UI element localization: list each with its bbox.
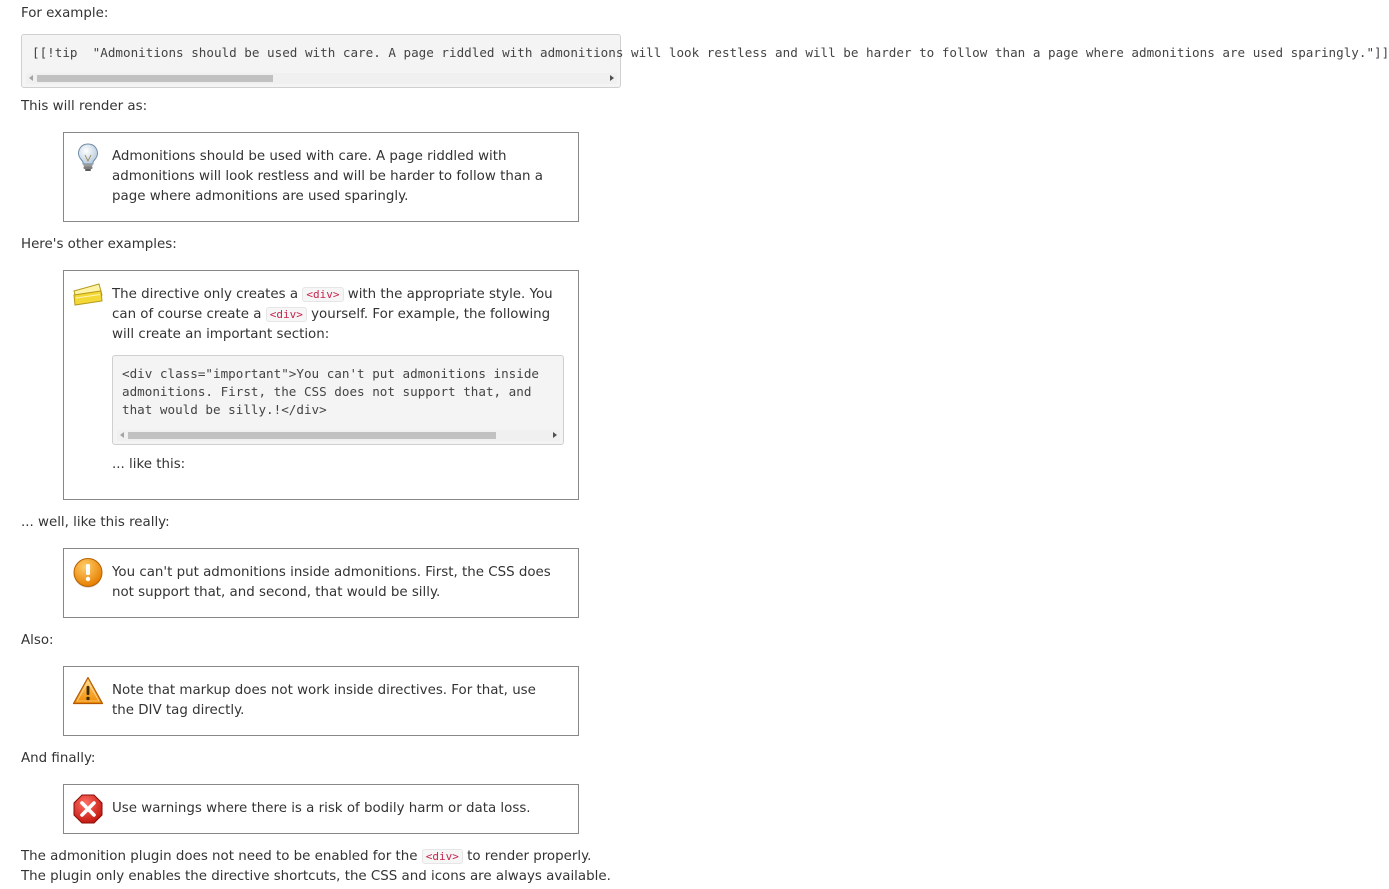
note-text: [112, 285, 568, 345]
scrollbar-thumb[interactable]: [37, 75, 273, 82]
inline-code: <div>: [302, 287, 343, 302]
warning-triangle-icon: [72, 675, 104, 707]
lightbulb-icon: [72, 141, 104, 173]
important-admonition: [63, 548, 579, 618]
closing-paragraph: [21, 847, 611, 887]
scroll-right-icon[interactable]: [553, 432, 557, 438]
scroll-right-icon[interactable]: [610, 75, 614, 81]
note-text-part: with the appropriate style. You can of course create a: [112, 287, 553, 322]
inline-code: <div>: [422, 849, 463, 864]
warning-admonition: [63, 784, 579, 834]
scrollbar-thumb[interactable]: [128, 432, 496, 439]
inline-code: <div>: [266, 307, 307, 322]
caution-text: Note that markup does not work inside directives. For that, use the DIV tag directly.: [112, 683, 536, 718]
also-label: Also:: [21, 633, 54, 648]
error-x-icon: [72, 793, 104, 825]
note-code-box[interactable]: [112, 355, 564, 445]
well-label: ... well, like this really:: [21, 515, 170, 530]
code-example: [[!tip "Admonitions should be used with care. A page riddled with admonitions will look restless and will be harder to follow than a page where admonitions are used sparingly."]]: [32, 45, 1389, 60]
scroll-left-icon[interactable]: [120, 432, 124, 438]
like-this-text: ... like this:: [112, 457, 186, 472]
horizontal-scrollbar[interactable]: [26, 73, 617, 84]
exclamation-circle-icon: [72, 557, 104, 589]
intro-text: For example:: [21, 6, 109, 21]
render-label: This will render as:: [21, 99, 148, 114]
finally-label: And finally:: [21, 751, 96, 766]
tip-admonition: [63, 132, 579, 222]
note-icon: [72, 279, 104, 311]
scroll-left-icon[interactable]: [29, 75, 33, 81]
caution-admonition: [63, 666, 579, 736]
note-text-part: yourself. For example, the following will create an important section:: [112, 307, 551, 342]
code-example-box[interactable]: [21, 34, 1389, 88]
note-admonition: [63, 270, 579, 500]
other-examples-label: Here's other examples:: [21, 237, 177, 252]
note-text-part: The directive only creates a: [112, 287, 303, 302]
note-code-block: <div class="important">You can't put admonitions inside admonitions. First, the CSS does not support that, and that would be silly.!</div>: [122, 366, 540, 417]
warning-text: Use warnings where there is a risk of bodily harm or data loss.: [112, 801, 531, 816]
important-text: You can't put admonitions inside admonitions. First, the CSS does not support that, and second, that would be silly.: [112, 565, 551, 600]
tip-text: Admonitions should be used with care. A page riddled with admonitions will look restless and will be harder to follow than a page where admonitions are used sparingly.: [112, 149, 543, 204]
horizontal-scrollbar[interactable]: [117, 430, 560, 441]
closing-text-part: to render properly. The plugin only enables the directive shortcuts, the CSS and icons are always available.: [21, 849, 611, 884]
closing-text-part: The admonition plugin does not need to be enabled for the: [21, 849, 422, 864]
